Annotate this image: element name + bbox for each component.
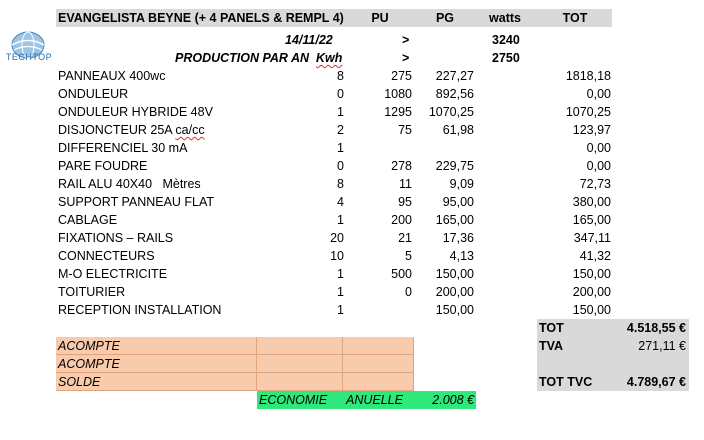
disjoncteur-unit: ca/cc	[175, 123, 205, 137]
production-unit: Kwh	[315, 51, 343, 65]
tva-value: 271,11 €	[638, 339, 686, 353]
item-pg: 227,27	[435, 69, 474, 83]
annuelle-label: ANUELLE	[346, 393, 403, 407]
item-tot: 0,00	[586, 141, 611, 155]
item-qty: 1	[337, 141, 344, 155]
item-qty: 0	[337, 159, 344, 173]
item-qty: 4	[337, 195, 344, 209]
item-pg: 200,00	[435, 285, 474, 299]
item-name: SUPPORT PANNEAU FLAT	[58, 195, 215, 209]
installed-watts: 3240	[492, 33, 520, 47]
item-tot: 72,73	[579, 177, 611, 191]
item-pg: 17,36	[442, 231, 474, 245]
item-pg: 9,09	[449, 177, 474, 191]
item-pu	[362, 139, 412, 157]
date-arrow: >	[402, 33, 410, 47]
production-kwh: 2750	[492, 51, 520, 65]
item-pu: 75	[398, 123, 412, 137]
item-qty: 1	[337, 105, 344, 119]
total-tvc-value: 4.789,67 €	[626, 375, 686, 389]
totals-spacer-band	[537, 355, 689, 373]
item-name: DIFFERENCIEL 30 mA	[58, 141, 188, 155]
header-pg: PG	[435, 11, 455, 25]
solde-cell-c[interactable]	[343, 373, 414, 391]
item-pg: 1070,25	[428, 105, 474, 119]
total-tvc-label: TOT TVC	[539, 375, 593, 389]
item-name: M-O ELECTRICITE	[58, 267, 168, 281]
acompte1-cell-b[interactable]	[257, 337, 343, 355]
quote-date: 14/11/22	[285, 33, 333, 47]
techtop-logo	[2, 30, 56, 66]
logo-text: TECHTOP	[5, 52, 53, 62]
item-tot: 200,00	[572, 285, 611, 299]
item-pg	[414, 139, 474, 157]
item-pu: 1295	[384, 105, 412, 119]
item-qty: 1	[337, 285, 344, 299]
item-pu: 275	[391, 69, 412, 83]
item-name: RECEPTION INSTALLATION	[58, 303, 222, 317]
item-tot: 1070,25	[565, 105, 611, 119]
item-qty: 0	[337, 87, 344, 101]
item-qty: 1	[337, 213, 344, 227]
economie-value: 2.008 €	[432, 393, 474, 407]
item-pu: 0	[405, 285, 412, 299]
item-tot: 0,00	[586, 159, 611, 173]
acompte1-cell-c[interactable]	[343, 337, 414, 355]
tva-label: TVA	[539, 339, 564, 353]
item-pg: 892,56	[435, 87, 474, 101]
item-name-disjoncteur: DISJONCTEUR 25A ca/cc	[58, 123, 205, 137]
solde-label: SOLDE	[58, 375, 101, 389]
item-tot: 380,00	[572, 195, 611, 209]
item-tot: 123,97	[572, 123, 611, 137]
header-pu: PU	[371, 11, 389, 25]
item-pu: 11	[399, 177, 412, 191]
item-pg: 150,00	[435, 303, 474, 317]
header-watts: watts	[489, 11, 521, 25]
item-pu: 200	[391, 213, 412, 227]
item-pg: 150,00	[435, 267, 474, 281]
production-label-text: PRODUCTION PAR AN	[175, 51, 310, 65]
item-name: RAIL ALU 40X40 Mètres	[58, 177, 201, 191]
solde-cell-b[interactable]	[257, 373, 343, 391]
total-ht-label: TOT	[539, 321, 564, 335]
acompte-label-2: ACOMPTE	[58, 357, 120, 371]
item-name: CABLAGE	[58, 213, 118, 227]
production-label	[175, 49, 342, 67]
item-name: PARE FOUDRE	[58, 159, 148, 173]
item-qty: 8	[337, 177, 344, 191]
item-tot: 1818,18	[565, 69, 611, 83]
item-name: CONNECTEURS	[58, 249, 155, 263]
item-pg: 229,75	[435, 159, 474, 173]
item-pu: 278	[391, 159, 412, 173]
item-tot: 41,32	[579, 249, 611, 263]
acompte2-cell-b[interactable]	[257, 355, 343, 373]
item-pu: 1080	[384, 87, 412, 101]
item-name: TOITURIER	[58, 285, 126, 299]
item-name: ONDULEUR HYBRIDE 48V	[58, 105, 213, 119]
item-qty: 1	[337, 267, 344, 281]
item-tot: 165,00	[572, 213, 611, 227]
item-pu: 95	[398, 195, 412, 209]
item-qty: 20	[330, 231, 344, 245]
item-pg: 165,00	[435, 213, 474, 227]
item-tot: 0,00	[586, 87, 611, 101]
sheet-title: EVANGELISTA BEYNE (+ 4 PANELS & REMPL 4)	[58, 11, 344, 25]
item-pu: 21	[398, 231, 412, 245]
item-tot: 347,11	[573, 231, 611, 245]
item-pg: 4,13	[449, 249, 474, 263]
item-pg: 61,98	[442, 123, 474, 137]
item-qty: 10	[330, 249, 344, 263]
item-name: FIXATIONS – RAILS	[58, 231, 174, 245]
item-tot: 150,00	[572, 267, 611, 281]
item-pu: 500	[391, 267, 412, 281]
item-pu	[362, 301, 412, 319]
item-tot: 150,00	[572, 303, 611, 317]
production-arrow: >	[402, 51, 410, 65]
item-qty: 1	[337, 303, 344, 317]
acompte2-cell-c[interactable]	[343, 355, 414, 373]
economie-label: ECONOMIE	[259, 393, 328, 407]
total-ht-value: 4.518,55 €	[626, 321, 686, 335]
item-name: ONDULEUR	[58, 87, 129, 101]
item-pg: 95,00	[442, 195, 474, 209]
item-qty: 8	[337, 69, 344, 83]
item-name: PANNEAUX 400wc	[58, 69, 166, 83]
item-pu: 5	[405, 249, 412, 263]
acompte-label-1: ACOMPTE	[58, 339, 120, 353]
item-qty: 2	[337, 123, 344, 137]
header-tot: TOT	[562, 11, 588, 25]
